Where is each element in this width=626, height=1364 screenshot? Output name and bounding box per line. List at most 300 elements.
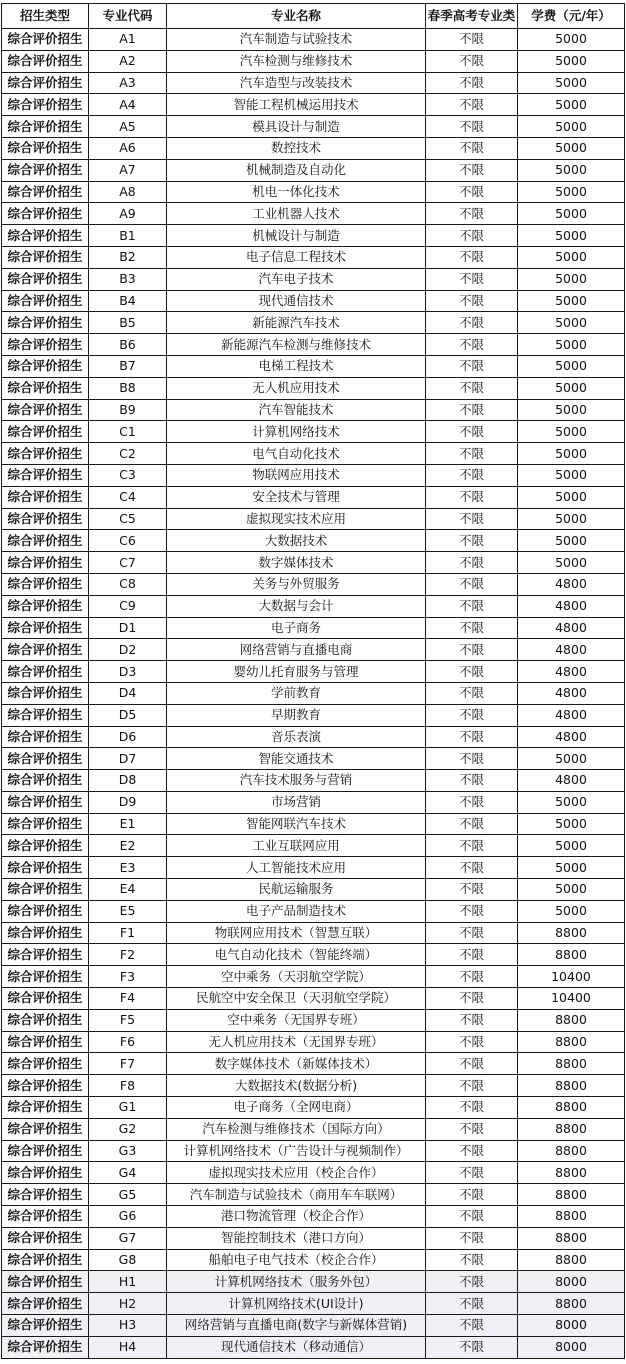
cell-spring-exam-category: 不限: [426, 1162, 518, 1184]
cell-admission-type: 综合评价招生: [2, 1009, 89, 1031]
table-row: [2, 268, 625, 290]
cell-spring-exam-category: 不限: [426, 922, 518, 944]
table-row: [2, 443, 625, 465]
cell-spring-exam-category: 不限: [426, 246, 518, 268]
cell-major-code: D5: [89, 704, 167, 726]
header-spring-exam-category: 春季高考专业类: [426, 4, 518, 29]
cell-major-code: G8: [89, 1249, 167, 1271]
cell-spring-exam-category: 不限: [426, 726, 518, 748]
cell-admission-type: 综合评价招生: [2, 1118, 89, 1140]
cell-admission-type: 综合评价招生: [2, 617, 89, 639]
table-row: [2, 508, 625, 530]
cell-spring-exam-category: 不限: [426, 159, 518, 181]
cell-spring-exam-category: 不限: [426, 748, 518, 770]
cell-admission-type: 综合评价招生: [2, 1162, 89, 1184]
cell-major-code: B5: [89, 312, 167, 334]
cell-admission-type: 综合评价招生: [2, 1140, 89, 1162]
cell-major-name: 安全技术与管理: [167, 486, 426, 508]
cell-tuition: 8800: [518, 1293, 625, 1315]
cell-tuition: 10400: [518, 988, 625, 1010]
cell-spring-exam-category: 不限: [426, 1140, 518, 1162]
table-row: [2, 966, 625, 988]
cell-tuition: 5000: [518, 268, 625, 290]
cell-spring-exam-category: 不限: [426, 1097, 518, 1119]
cell-major-name: 人工智能技术应用: [167, 857, 426, 879]
table-row: [2, 421, 625, 443]
cell-tuition: 4800: [518, 661, 625, 683]
cell-spring-exam-category: 不限: [426, 988, 518, 1010]
cell-major-name: 数字媒体技术: [167, 552, 426, 574]
cell-spring-exam-category: 不限: [426, 857, 518, 879]
cell-major-code: B8: [89, 377, 167, 399]
cell-major-name: 数字媒体技术（新媒体技术）: [167, 1053, 426, 1075]
cell-admission-type: 综合评价招生: [2, 1184, 89, 1206]
table-row: [2, 1031, 625, 1053]
table-row: [2, 464, 625, 486]
cell-tuition: 5000: [518, 486, 625, 508]
cell-major-name: 音乐表演: [167, 726, 426, 748]
cell-major-name: 物联网应用技术: [167, 464, 426, 486]
cell-admission-type: 综合评价招生: [2, 464, 89, 486]
cell-admission-type: 综合评价招生: [2, 748, 89, 770]
cell-major-code: D7: [89, 748, 167, 770]
cell-major-name: 机电一体化技术: [167, 181, 426, 203]
cell-admission-type: 综合评价招生: [2, 508, 89, 530]
cell-spring-exam-category: 不限: [426, 1184, 518, 1206]
table-row: [2, 1315, 625, 1337]
cell-major-name: 智能网联汽车技术: [167, 813, 426, 835]
cell-tuition: 5000: [518, 835, 625, 857]
cell-spring-exam-category: 不限: [426, 137, 518, 159]
cell-tuition: 8000: [518, 1336, 625, 1358]
cell-major-code: A9: [89, 203, 167, 225]
cell-spring-exam-category: 不限: [426, 181, 518, 203]
cell-spring-exam-category: 不限: [426, 421, 518, 443]
table-row: [2, 159, 625, 181]
cell-major-name: 电子商务（全网电商）: [167, 1097, 426, 1119]
cell-admission-type: 综合评价招生: [2, 922, 89, 944]
cell-major-code: A6: [89, 137, 167, 159]
cell-tuition: 8800: [518, 1031, 625, 1053]
cell-spring-exam-category: 不限: [426, 791, 518, 813]
table-row: [2, 944, 625, 966]
table-row: [2, 857, 625, 879]
table-row: [2, 137, 625, 159]
cell-tuition: 5000: [518, 421, 625, 443]
cell-admission-type: 综合评价招生: [2, 813, 89, 835]
table-row: [2, 399, 625, 421]
cell-major-code: D3: [89, 661, 167, 683]
cell-major-code: G2: [89, 1118, 167, 1140]
cell-tuition: 4800: [518, 595, 625, 617]
cell-spring-exam-category: 不限: [426, 770, 518, 792]
cell-spring-exam-category: 不限: [426, 1315, 518, 1337]
cell-tuition: 4800: [518, 704, 625, 726]
cell-admission-type: 综合评价招生: [2, 1293, 89, 1315]
table-row: [2, 595, 625, 617]
table-row: [2, 726, 625, 748]
header-admission-type: 招生类型: [2, 4, 89, 29]
cell-major-code: H1: [89, 1271, 167, 1293]
cell-tuition: 4800: [518, 573, 625, 595]
admission-majors-table: [1, 3, 625, 1359]
cell-admission-type: 综合评价招生: [2, 421, 89, 443]
cell-major-name: 婴幼儿托育服务与管理: [167, 661, 426, 683]
cell-admission-type: 综合评价招生: [2, 988, 89, 1010]
cell-spring-exam-category: 不限: [426, 573, 518, 595]
cell-major-code: C9: [89, 595, 167, 617]
cell-spring-exam-category: 不限: [426, 377, 518, 399]
table-row: [2, 813, 625, 835]
cell-tuition: 5000: [518, 334, 625, 356]
cell-tuition: 5000: [518, 552, 625, 574]
cell-tuition: 8800: [518, 944, 625, 966]
cell-major-name: 工业机器人技术: [167, 203, 426, 225]
table-row: [2, 879, 625, 901]
table-row: [2, 1227, 625, 1249]
cell-admission-type: 综合评价招生: [2, 1097, 89, 1119]
cell-tuition: 5000: [518, 813, 625, 835]
table-row: [2, 835, 625, 857]
table-row: [2, 94, 625, 116]
cell-admission-type: 综合评价招生: [2, 944, 89, 966]
cell-major-code: F1: [89, 922, 167, 944]
header-major-name: 专业名称: [167, 4, 426, 29]
table-row: [2, 1206, 625, 1228]
cell-spring-exam-category: 不限: [426, 530, 518, 552]
cell-major-code: B4: [89, 290, 167, 312]
cell-tuition: 5000: [518, 791, 625, 813]
cell-major-name: 汽车制造与试验技术（商用车车联网）: [167, 1184, 426, 1206]
cell-admission-type: 综合评价招生: [2, 443, 89, 465]
cell-major-name: 电子商务: [167, 617, 426, 639]
cell-spring-exam-category: 不限: [426, 203, 518, 225]
cell-major-code: C8: [89, 573, 167, 595]
table-row: [2, 748, 625, 770]
cell-admission-type: 综合评价招生: [2, 94, 89, 116]
cell-major-name: 数控技术: [167, 137, 426, 159]
cell-admission-type: 综合评价招生: [2, 268, 89, 290]
cell-major-code: H3: [89, 1315, 167, 1337]
cell-spring-exam-category: 不限: [426, 225, 518, 247]
cell-tuition: 8800: [518, 1097, 625, 1119]
cell-tuition: 5000: [518, 857, 625, 879]
cell-tuition: 10400: [518, 966, 625, 988]
table-row: [2, 181, 625, 203]
cell-admission-type: 综合评价招生: [2, 857, 89, 879]
table-row: [2, 1097, 625, 1119]
cell-major-code: B6: [89, 334, 167, 356]
cell-spring-exam-category: 不限: [426, 290, 518, 312]
cell-admission-type: 综合评价招生: [2, 1315, 89, 1337]
cell-major-name: 电气自动化技术: [167, 443, 426, 465]
cell-major-name: 物联网应用技术（智慧互联）: [167, 922, 426, 944]
cell-spring-exam-category: 不限: [426, 464, 518, 486]
cell-tuition: 5000: [518, 443, 625, 465]
cell-admission-type: 综合评价招生: [2, 29, 89, 51]
cell-tuition: 5000: [518, 464, 625, 486]
cell-spring-exam-category: 不限: [426, 944, 518, 966]
cell-admission-type: 综合评价招生: [2, 639, 89, 661]
cell-tuition: 5000: [518, 508, 625, 530]
cell-major-code: F7: [89, 1053, 167, 1075]
cell-spring-exam-category: 不限: [426, 1293, 518, 1315]
cell-major-code: H4: [89, 1336, 167, 1358]
cell-tuition: 5000: [518, 137, 625, 159]
cell-spring-exam-category: 不限: [426, 661, 518, 683]
cell-major-code: D9: [89, 791, 167, 813]
cell-major-name: 无人机应用技术（无国界专班）: [167, 1031, 426, 1053]
cell-tuition: 8800: [518, 1184, 625, 1206]
table-row: [2, 639, 625, 661]
cell-admission-type: 综合评价招生: [2, 312, 89, 334]
table-row: [2, 988, 625, 1010]
cell-major-name: 船舶电子电气技术（校企合作）: [167, 1249, 426, 1271]
table-row: [2, 72, 625, 94]
cell-tuition: 5000: [518, 94, 625, 116]
table-row: [2, 1009, 625, 1031]
cell-major-name: 大数据技术: [167, 530, 426, 552]
cell-spring-exam-category: 不限: [426, 639, 518, 661]
cell-major-name: 民航空中安全保卫（天羽航空学院）: [167, 988, 426, 1010]
cell-admission-type: 综合评价招生: [2, 1053, 89, 1075]
cell-tuition: 5000: [518, 159, 625, 181]
cell-spring-exam-category: 不限: [426, 1206, 518, 1228]
table-row: [2, 355, 625, 377]
cell-spring-exam-category: 不限: [426, 486, 518, 508]
table-row: [2, 290, 625, 312]
cell-major-code: B9: [89, 399, 167, 421]
cell-tuition: 5000: [518, 312, 625, 334]
table-row: [2, 617, 625, 639]
cell-major-code: E1: [89, 813, 167, 835]
cell-spring-exam-category: 不限: [426, 94, 518, 116]
cell-major-name: 电子信息工程技术: [167, 246, 426, 268]
cell-admission-type: 综合评价招生: [2, 530, 89, 552]
cell-major-code: E3: [89, 857, 167, 879]
table-row: [2, 334, 625, 356]
cell-tuition: 4800: [518, 639, 625, 661]
admission-table-container: [1, 3, 624, 1359]
cell-major-code: E5: [89, 900, 167, 922]
table-row: [2, 312, 625, 334]
table-row: [2, 116, 625, 138]
cell-spring-exam-category: 不限: [426, 355, 518, 377]
cell-admission-type: 综合评价招生: [2, 159, 89, 181]
cell-admission-type: 综合评价招生: [2, 966, 89, 988]
cell-admission-type: 综合评价招生: [2, 225, 89, 247]
cell-spring-exam-category: 不限: [426, 1227, 518, 1249]
cell-tuition: 5000: [518, 225, 625, 247]
cell-major-name: 民航运输服务: [167, 879, 426, 901]
cell-admission-type: 综合评价招生: [2, 704, 89, 726]
table-row: [2, 1271, 625, 1293]
cell-admission-type: 综合评价招生: [2, 334, 89, 356]
cell-spring-exam-category: 不限: [426, 682, 518, 704]
cell-major-name: 现代通信技术: [167, 290, 426, 312]
cell-major-name: 智能交通技术: [167, 748, 426, 770]
cell-tuition: 8000: [518, 1315, 625, 1337]
cell-admission-type: 综合评价招生: [2, 1206, 89, 1228]
table-row: [2, 682, 625, 704]
cell-major-name: 计算机网络技术: [167, 421, 426, 443]
cell-spring-exam-category: 不限: [426, 1009, 518, 1031]
cell-major-code: C1: [89, 421, 167, 443]
cell-major-name: 网络营销与直播电商(数字与新媒体营销): [167, 1315, 426, 1337]
table-row: [2, 1053, 625, 1075]
cell-major-name: 新能源汽车检测与维修技术: [167, 334, 426, 356]
cell-spring-exam-category: 不限: [426, 72, 518, 94]
cell-tuition: 4800: [518, 682, 625, 704]
cell-admission-type: 综合评价招生: [2, 246, 89, 268]
cell-major-name: 智能工程机械运用技术: [167, 94, 426, 116]
cell-major-name: 虚拟现实技术应用: [167, 508, 426, 530]
cell-tuition: 5000: [518, 50, 625, 72]
cell-major-code: F4: [89, 988, 167, 1010]
cell-major-name: 模具设计与制造: [167, 116, 426, 138]
cell-spring-exam-category: 不限: [426, 334, 518, 356]
cell-tuition: 5000: [518, 900, 625, 922]
cell-major-name: 学前教育: [167, 682, 426, 704]
cell-spring-exam-category: 不限: [426, 595, 518, 617]
cell-major-code: E4: [89, 879, 167, 901]
cell-admission-type: 综合评价招生: [2, 879, 89, 901]
cell-major-name: 汽车电子技术: [167, 268, 426, 290]
cell-tuition: 4800: [518, 770, 625, 792]
cell-major-name: 机械制造及自动化: [167, 159, 426, 181]
cell-admission-type: 综合评价招生: [2, 1075, 89, 1097]
cell-spring-exam-category: 不限: [426, 966, 518, 988]
cell-tuition: 5000: [518, 181, 625, 203]
cell-major-code: F3: [89, 966, 167, 988]
cell-admission-type: 综合评价招生: [2, 203, 89, 225]
cell-major-name: 电气自动化技术（智能终端）: [167, 944, 426, 966]
cell-admission-type: 综合评价招生: [2, 290, 89, 312]
table-row: [2, 704, 625, 726]
cell-admission-type: 综合评价招生: [2, 726, 89, 748]
cell-tuition: 5000: [518, 290, 625, 312]
cell-admission-type: 综合评价招生: [2, 1227, 89, 1249]
cell-spring-exam-category: 不限: [426, 617, 518, 639]
cell-tuition: 5000: [518, 116, 625, 138]
cell-major-name: 机械设计与制造: [167, 225, 426, 247]
cell-admission-type: 综合评价招生: [2, 573, 89, 595]
table-row: [2, 530, 625, 552]
table-row: [2, 900, 625, 922]
cell-major-name: 汽车造型与改装技术: [167, 72, 426, 94]
cell-tuition: 5000: [518, 530, 625, 552]
cell-major-code: F2: [89, 944, 167, 966]
cell-admission-type: 综合评价招生: [2, 595, 89, 617]
cell-major-name: 网络营销与直播电商: [167, 639, 426, 661]
cell-major-code: D1: [89, 617, 167, 639]
cell-tuition: 8000: [518, 1271, 625, 1293]
cell-major-code: G1: [89, 1097, 167, 1119]
cell-major-name: 汽车智能技术: [167, 399, 426, 421]
cell-major-code: F6: [89, 1031, 167, 1053]
cell-spring-exam-category: 不限: [426, 704, 518, 726]
cell-major-code: B2: [89, 246, 167, 268]
cell-major-code: A7: [89, 159, 167, 181]
cell-tuition: 5000: [518, 246, 625, 268]
header-tuition: 学费（元/年）: [518, 4, 625, 29]
cell-major-code: D6: [89, 726, 167, 748]
cell-spring-exam-category: 不限: [426, 879, 518, 901]
table-row: [2, 29, 625, 51]
cell-major-code: A5: [89, 116, 167, 138]
table-row: [2, 1140, 625, 1162]
cell-major-code: C7: [89, 552, 167, 574]
cell-major-name: 汽车制造与试验技术: [167, 29, 426, 51]
cell-admission-type: 综合评价招生: [2, 791, 89, 813]
table-row: [2, 791, 625, 813]
cell-admission-type: 综合评价招生: [2, 1249, 89, 1271]
cell-tuition: 8800: [518, 1140, 625, 1162]
table-row: [2, 225, 625, 247]
cell-major-name: 港口物流管理（校企合作）: [167, 1206, 426, 1228]
cell-major-code: F8: [89, 1075, 167, 1097]
cell-spring-exam-category: 不限: [426, 29, 518, 51]
cell-spring-exam-category: 不限: [426, 835, 518, 857]
cell-major-name: 虚拟现实技术应用（校企合作）: [167, 1162, 426, 1184]
cell-tuition: 8800: [518, 922, 625, 944]
cell-tuition: 8800: [518, 1206, 625, 1228]
header-major-code: 专业代码: [89, 4, 167, 29]
cell-spring-exam-category: 不限: [426, 900, 518, 922]
cell-spring-exam-category: 不限: [426, 116, 518, 138]
cell-major-name: 关务与外贸服务: [167, 573, 426, 595]
cell-spring-exam-category: 不限: [426, 1336, 518, 1358]
cell-major-code: B7: [89, 355, 167, 377]
cell-major-name: 汽车检测与维修技术（国际方向）: [167, 1118, 426, 1140]
cell-tuition: 5000: [518, 29, 625, 51]
cell-major-code: A1: [89, 29, 167, 51]
cell-major-name: 电梯工程技术: [167, 355, 426, 377]
cell-admission-type: 综合评价招生: [2, 1336, 89, 1358]
cell-admission-type: 综合评价招生: [2, 486, 89, 508]
cell-tuition: 5000: [518, 879, 625, 901]
cell-admission-type: 综合评价招生: [2, 116, 89, 138]
cell-admission-type: 综合评价招生: [2, 72, 89, 94]
table-row: [2, 203, 625, 225]
table-row: [2, 573, 625, 595]
cell-major-code: G4: [89, 1162, 167, 1184]
cell-major-code: C5: [89, 508, 167, 530]
table-row: [2, 486, 625, 508]
cell-spring-exam-category: 不限: [426, 1053, 518, 1075]
cell-spring-exam-category: 不限: [426, 1249, 518, 1271]
cell-major-code: G6: [89, 1206, 167, 1228]
cell-tuition: 4800: [518, 617, 625, 639]
cell-major-code: A4: [89, 94, 167, 116]
cell-major-name: 计算机网络技术(UI设计): [167, 1293, 426, 1315]
cell-spring-exam-category: 不限: [426, 1118, 518, 1140]
cell-major-name: 大数据技术(数据分析): [167, 1075, 426, 1097]
cell-major-code: C4: [89, 486, 167, 508]
cell-admission-type: 综合评价招生: [2, 770, 89, 792]
cell-admission-type: 综合评价招生: [2, 181, 89, 203]
cell-major-code: A2: [89, 50, 167, 72]
cell-major-code: D2: [89, 639, 167, 661]
cell-major-code: B3: [89, 268, 167, 290]
cell-major-code: C6: [89, 530, 167, 552]
cell-major-code: H2: [89, 1293, 167, 1315]
cell-major-code: C3: [89, 464, 167, 486]
cell-major-name: 计算机网络技术（广告设计与视频制作）: [167, 1140, 426, 1162]
cell-major-code: G5: [89, 1184, 167, 1206]
cell-major-code: E2: [89, 835, 167, 857]
cell-admission-type: 综合评价招生: [2, 835, 89, 857]
